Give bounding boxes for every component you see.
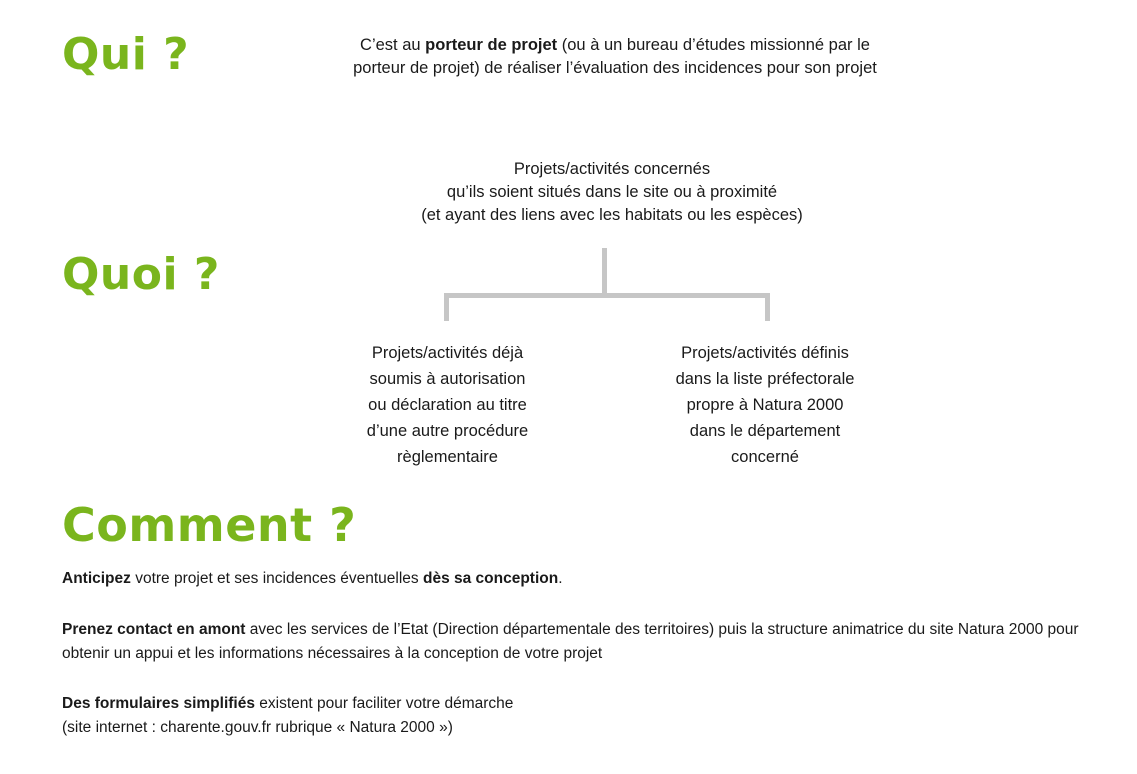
comment-paragraph-3 (62, 692, 1102, 740)
qui-line-1-pre: C’est au (360, 36, 426, 54)
p1-bold-1: Anticipez (62, 570, 131, 587)
heading-comment: Comment ? (62, 498, 357, 552)
connector-vertical-left (444, 293, 449, 321)
heading-qui: Qui ? (62, 29, 190, 80)
connector-vertical-right (765, 293, 770, 321)
comment-paragraph-2 (62, 618, 1102, 666)
right-box-line: propre à Natura 2000 (686, 396, 844, 414)
right-box-line: concerné (731, 448, 799, 466)
qui-line-1-bold: porteur de projet (425, 36, 558, 54)
diagram-top-box (362, 158, 862, 227)
right-box-line: Projets/activités définis (681, 344, 849, 362)
heading-quoi: Quoi ? (62, 249, 220, 300)
p1-text-2: . (558, 570, 563, 587)
diagram-right-box (630, 340, 900, 470)
qui-line-2: porteur de projet) de réaliser l’évaluation des incidences pour son projet (353, 59, 877, 77)
p1-bold-2: dès sa conception (422, 570, 559, 587)
left-box-line: ou déclaration au titre (368, 396, 527, 414)
right-box-line: dans le département (689, 422, 841, 440)
top-box-line: (et ayant des liens avec les habitats ou les espèces) (421, 206, 803, 224)
left-box-line: d’une autre procédure (366, 422, 529, 440)
top-box-line: qu’ils soient situés dans le site ou à proximité (446, 183, 778, 201)
comment-paragraph-1 (62, 567, 1102, 591)
p3-line-2: (site internet : charente.gouv.fr rubrique « Natura 2000 ») (62, 719, 453, 736)
p3-bold-1: Des formulaires simplifiés (62, 695, 255, 712)
qui-description (270, 34, 960, 80)
left-box-line: règlementaire (397, 448, 498, 466)
connector-horizontal (444, 293, 770, 298)
diagram-left-box (320, 340, 575, 470)
qui-line-1 (270, 34, 960, 57)
p3-text-1: existent pour faciliter votre démarche (254, 695, 514, 712)
left-box-line: Projets/activités déjà (371, 344, 524, 362)
p1-text-1: votre projet et ses incidences éventuelles (130, 570, 423, 587)
qui-line-1-post: (ou à un bureau d’études missionné par le (557, 36, 870, 54)
p2-bold-1: Prenez contact en amont (62, 621, 246, 638)
connector-vertical-top (602, 248, 607, 294)
p2-text-1: avec les services de l’Etat (Direction départementale des territoires) puis la structure animatrice du site Natura 2000 pour obtenir un appui et les informations nécessaires à la conception de votre projet (62, 621, 1079, 662)
left-box-line: soumis à autorisation (369, 370, 526, 388)
top-box-line: Projets/activités concernés (513, 160, 711, 178)
right-box-line: dans la liste préfectorale (675, 370, 855, 388)
